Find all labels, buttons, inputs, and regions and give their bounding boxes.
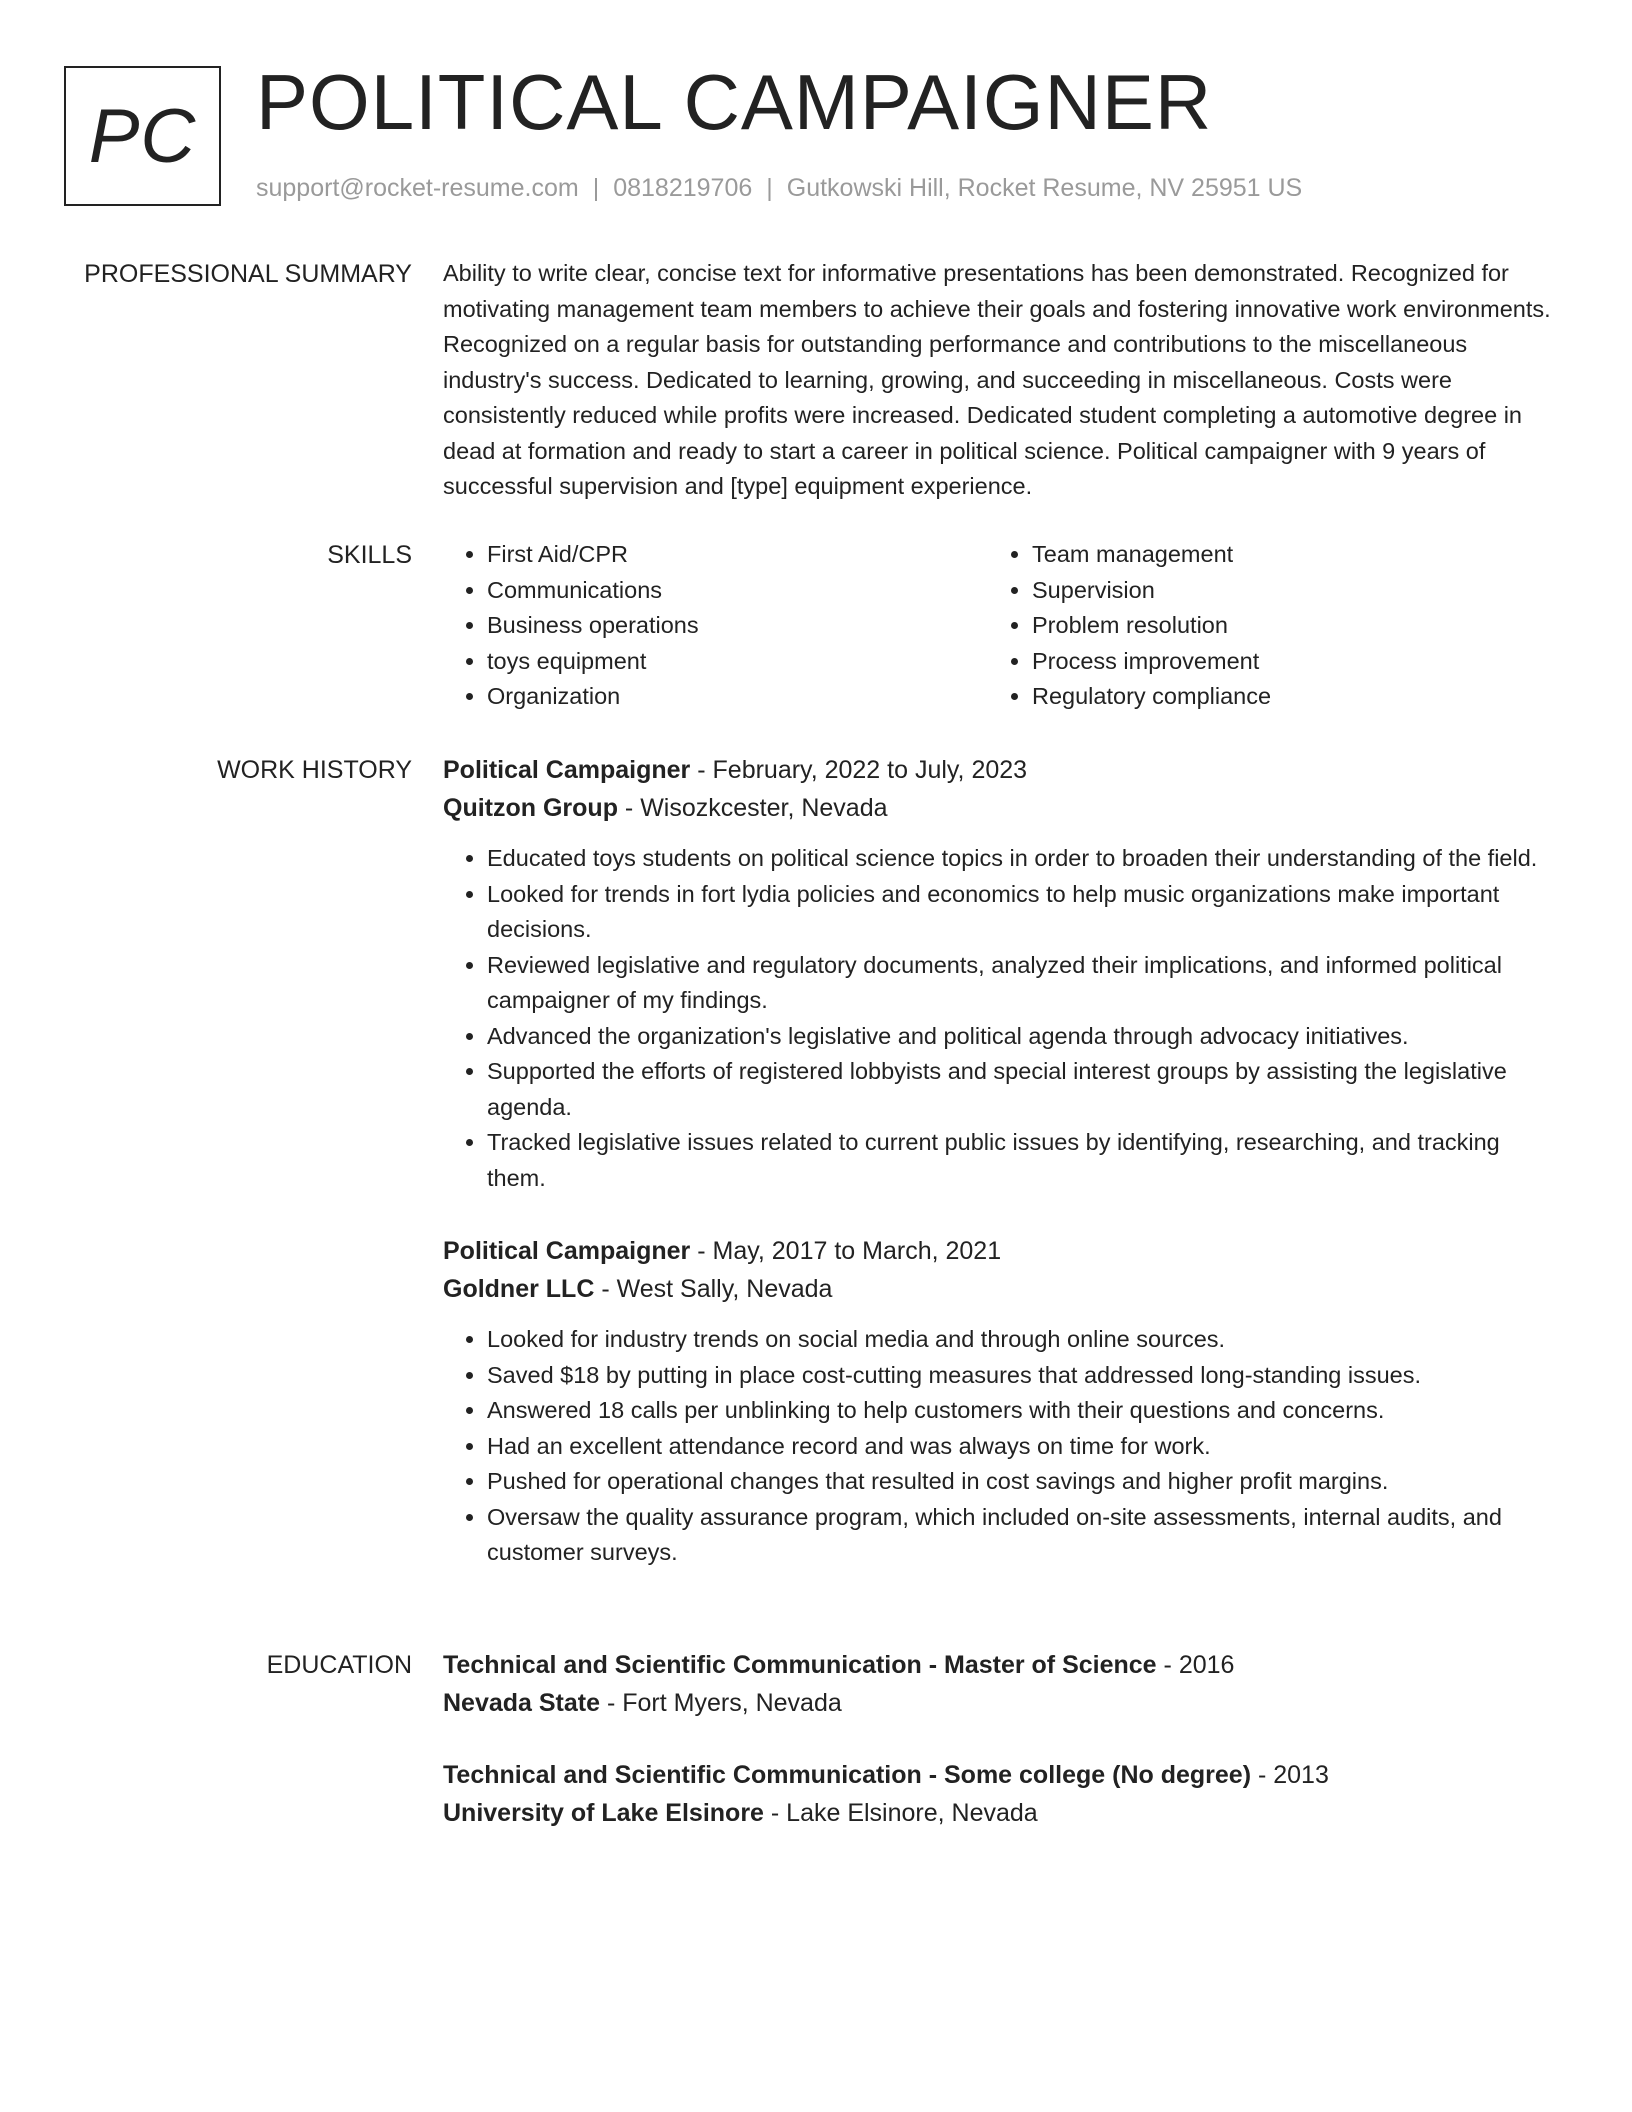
skills-list-left — [443, 537, 988, 715]
skill-item: • toys equipment — [487, 644, 988, 680]
skills-grid — [443, 537, 1553, 715]
job-bullet: • Supported the efforts of registered lobbyists and special interest groups by assisting the legislative agenda. — [487, 1054, 1553, 1125]
skills-list-right — [988, 537, 1533, 715]
job-bullet: • Had an excellent attendance record and was always on time for work. — [487, 1429, 1553, 1465]
dash: - — [617, 794, 641, 822]
contact-line — [256, 174, 1302, 203]
job-title: Political Campaigner — [443, 756, 691, 784]
contact-email: support@rocket-resume.com — [256, 174, 579, 202]
job-bullet: • Reviewed legislative and regulatory documents, analyzed their implications, and informed political campaigner of my findings. — [487, 948, 1553, 1019]
skill-item: • Organization — [487, 679, 988, 715]
dash: - — [690, 1237, 713, 1265]
education-degree-line — [443, 1646, 1553, 1684]
skill-item: • Regulatory compliance — [1032, 679, 1533, 715]
education-label: EDUCATION — [266, 1651, 412, 1679]
job-company: Quitzon Group — [443, 794, 618, 822]
education-location: Lake Elsinore, Nevada — [786, 1799, 1038, 1827]
job-company-line — [443, 789, 1553, 827]
job-bullets — [443, 1322, 1553, 1571]
job-bullet: • Looked for trends in fort lydia policies and economics to help music organizations make important decisions. — [487, 877, 1553, 948]
job-location: Wisozkcester, Nevada — [640, 794, 888, 822]
contact-address: Gutkowski Hill, Rocket Resume, NV 25951 US — [786, 174, 1303, 202]
education-degree: Technical and Scientific Communication - Some college (No degree) — [443, 1761, 1252, 1789]
job-dates: May, 2017 to March, 2021 — [712, 1237, 1002, 1265]
education-degree-line — [443, 1756, 1553, 1794]
education-school: University of Lake Elsinore — [443, 1799, 764, 1827]
job-dates: February, 2022 to July, 2023 — [712, 756, 1028, 784]
skills-label: SKILLS — [327, 541, 412, 569]
job-location: West Sally, Nevada — [616, 1275, 833, 1303]
skill-item: • Business operations — [487, 608, 988, 644]
dash: - — [600, 1689, 623, 1717]
dash: - — [1156, 1651, 1179, 1679]
summary-label: PROFESSIONAL SUMMARY — [84, 260, 412, 288]
education-year: 2013 — [1273, 1761, 1329, 1789]
dash: - — [594, 1275, 617, 1303]
job-entry — [443, 1232, 1553, 1571]
skill-item: • Problem resolution — [1032, 608, 1533, 644]
dash: - — [690, 756, 713, 784]
initials-monogram: PC — [64, 66, 221, 206]
skill-item: • Supervision — [1032, 573, 1533, 609]
education-degree: Technical and Scientific Communication - Master of Science — [443, 1651, 1157, 1679]
dash: - — [763, 1799, 787, 1827]
education-body — [443, 1646, 1553, 1832]
education-entry — [443, 1756, 1553, 1832]
job-bullet: • Saved $18 by putting in place cost-cutting measures that addressed long-standing issues. — [487, 1358, 1553, 1394]
job-bullet: • Tracked legislative issues related to current public issues by identifying, researching, and tracking them. — [487, 1125, 1553, 1196]
job-company: Goldner LLC — [443, 1275, 595, 1303]
education-location: Fort Myers, Nevada — [622, 1689, 842, 1717]
education-school-line — [443, 1684, 1553, 1722]
job-bullet: • Oversaw the quality assurance program, which included on-site assessments, internal audits, and customer surveys. — [487, 1500, 1553, 1571]
contact-separator: | — [592, 174, 600, 202]
work-history-label: WORK HISTORY — [217, 756, 412, 784]
job-bullet: • Pushed for operational changes that resulted in cost savings and higher profit margins. — [487, 1464, 1553, 1500]
job-entry — [443, 751, 1553, 1196]
job-company-line — [443, 1270, 1553, 1308]
skill-item: • First Aid/CPR — [487, 537, 988, 573]
skills-body — [443, 537, 1553, 715]
job-title-line — [443, 751, 1553, 789]
education-school: Nevada State — [443, 1689, 601, 1717]
job-title: Political Campaigner — [443, 1237, 691, 1265]
education-school-line — [443, 1794, 1553, 1832]
job-title-line — [443, 1232, 1553, 1270]
contact-separator: | — [766, 174, 773, 202]
dash: - — [1251, 1761, 1274, 1789]
summary-text: Ability to write clear, concise text for informative presentations has been demonstrated. Recognized for motivating management team members to achieve their goals and fostering innovative work environments. Recognized on a regular basis for outstanding performance and contributions to the miscellaneous industry's success. Dedicated to learning, growing, and succeeding in miscellaneous. Costs were consistently reduced while profits were increased. Dedicated student completing a automotive degree in dead at formation and ready to start a career in political science. Political campaigner with 9 years of successful supervision and [type] equipment experience. — [443, 260, 1551, 499]
education-entry — [443, 1646, 1553, 1722]
job-bullet: • Looked for industry trends on social media and through online sources. — [487, 1322, 1553, 1358]
skill-item: • Communications — [487, 573, 988, 609]
job-bullet: • Answered 18 calls per unblinking to help customers with their questions and concerns. — [487, 1393, 1553, 1429]
skill-item: • Team management — [1032, 537, 1533, 573]
skill-item: • Process improvement — [1032, 644, 1533, 680]
contact-phone: 0818219706 — [613, 174, 753, 202]
job-bullet: • Advanced the organization's legislative and political agenda through advocacy initiatives. — [487, 1019, 1553, 1055]
work-history-body — [443, 751, 1553, 1571]
summary-body — [443, 256, 1553, 505]
job-bullet: • Educated toys students on political science topics in order to broaden their understanding of the field. — [487, 841, 1553, 877]
education-year: 2016 — [1178, 1651, 1235, 1679]
job-bullets — [443, 841, 1553, 1196]
resume-name: POLITICAL CAMPAIGNER — [256, 58, 1213, 146]
